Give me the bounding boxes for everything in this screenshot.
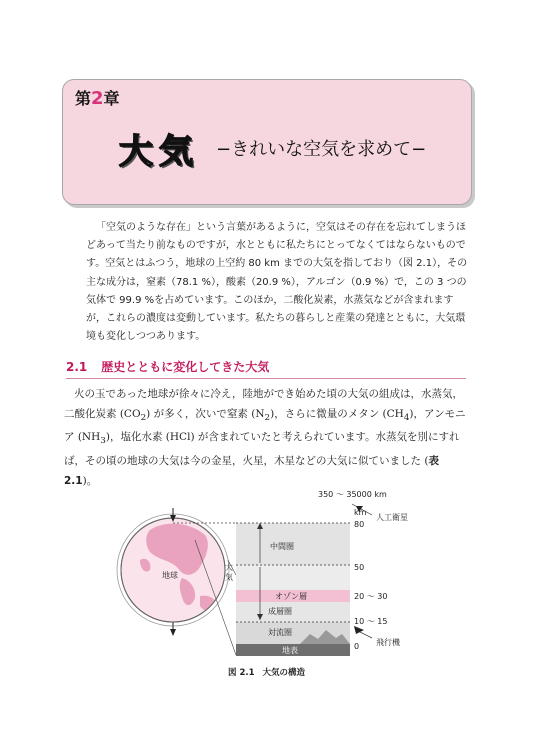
- caption-number: 図 2.1: [228, 668, 255, 678]
- chapter-label-pre: 第: [75, 89, 92, 108]
- surface-label: 地表: [282, 646, 298, 655]
- subscript: 2: [140, 412, 147, 423]
- body-text-1: 火の玉であった地球が徐々に冷え，陸地ができ始めた頃の大気の組成は，水蒸気，二酸化炭素 (CO: [64, 388, 464, 420]
- section-title: 歴史とともに変化してきた大気: [101, 360, 270, 374]
- km-unit: km: [354, 508, 367, 517]
- ozone-label: オゾン層: [275, 592, 307, 601]
- chapter-title: 大気: [119, 132, 199, 172]
- section-number: 2.1: [66, 360, 88, 374]
- subscript: 4: [403, 412, 410, 423]
- chapter-number: 2: [91, 88, 104, 109]
- body-text-4: )，アンモニア (NH: [64, 407, 466, 444]
- satellite-altitude: 350 〜 35000 km: [318, 490, 387, 499]
- subscript: 3: [100, 436, 106, 447]
- body-text-5: )，塩化水素 (HCl) が含まれていたと考えられています。水蒸気を別にすれば，その頃の地球の大気は今の金星，火星，木星などの大気に似ていました (: [64, 431, 460, 467]
- figure-caption: [228, 666, 305, 678]
- mesosphere-label: 中間圏: [270, 542, 294, 551]
- earth-label: 地球: [162, 571, 178, 580]
- caption-title: 大気の構造: [262, 668, 306, 678]
- intro-paragraph: 「空気のような存在」という言葉があるように，空気はその存在を忘れてしまうほどあって当たり前なものですが，水とともに私たちにとってなくてはならないものです。空気とはふつう，地球の上空約 80 km までの大気を指しており（図 2.1），その主な成分は，窒素（78.1 %），酸素（20.9 %），アルゴン（0.9 %）で，この 3 つの気体で 99.9 %を占めています。このほか，二酸化炭素，水蒸気などが含まれますが，これらの濃度は変動しています。私たちの暮らしと産業の発達とともに，大気環境も変化しつつあります。: [86, 222, 468, 343]
- airplane-icon: [354, 626, 364, 634]
- table-reference: 表 2.1: [64, 454, 439, 487]
- body-text-2: ) が多く，次いで窒素 (N: [146, 407, 265, 420]
- altitude-20-30: 20 〜 30: [354, 592, 388, 601]
- altitude-50: 50: [354, 563, 365, 572]
- chapter-label-post: 章: [103, 89, 120, 108]
- stratosphere-label: 成層圏: [268, 607, 292, 616]
- airplane-label: 飛行機: [376, 638, 400, 647]
- body-text-6: )。: [82, 474, 98, 487]
- altitude-0: 0: [354, 642, 360, 651]
- chapter-subtitle: −きれいな空気を求めて−: [216, 139, 427, 160]
- body-text-3: )，さらに微量のメタン (CH: [270, 407, 404, 420]
- altitude-10-15: 10 〜 15: [354, 617, 388, 626]
- layer-stratosphere: [236, 602, 350, 622]
- atmosphere-label: 大気: [225, 563, 233, 582]
- troposphere-label: 対流圏: [268, 628, 292, 637]
- subscript: 2: [264, 412, 271, 423]
- altitude-80: 80: [354, 520, 365, 529]
- satellite-label: 人工衛星: [376, 513, 408, 522]
